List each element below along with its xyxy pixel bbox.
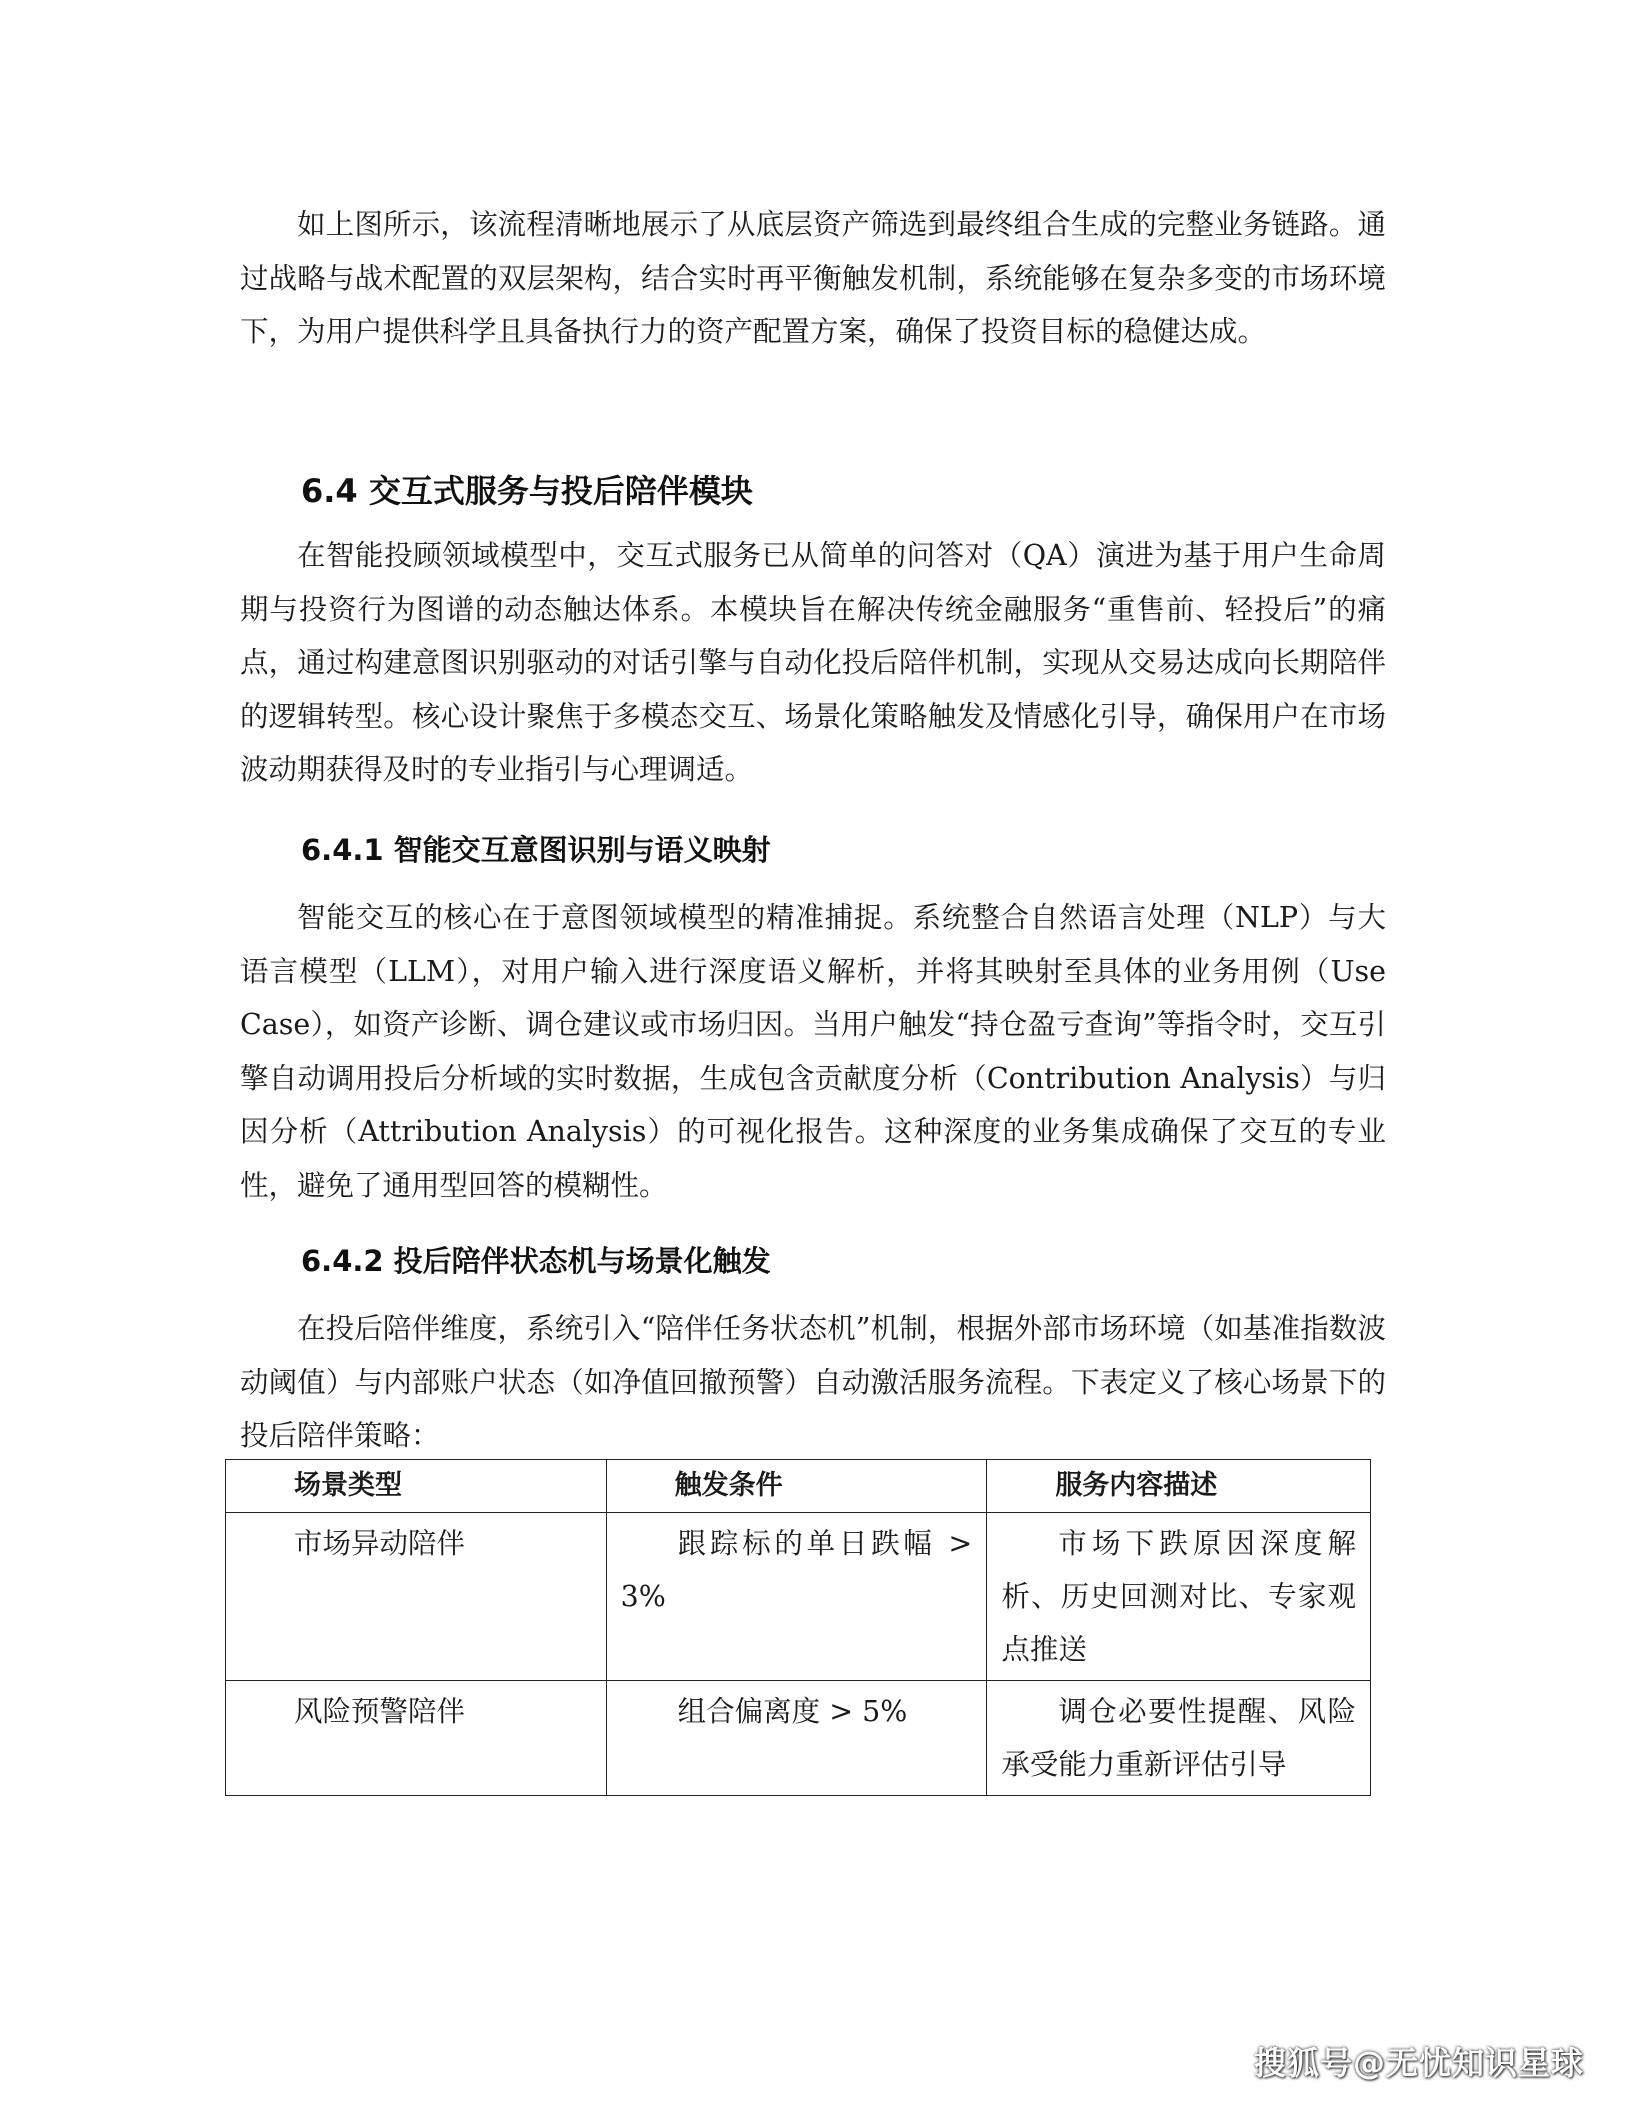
- section-heading-6-4: 6.4 交互式服务与投后陪伴模块: [301, 472, 753, 510]
- cell-text: 调仓必要性提醒、风险承受能力重新评估引导: [1001, 1695, 1356, 1781]
- table-row: [226, 1513, 1371, 1681]
- watermark: 搜狐号@无忧知识星球: [1253, 2044, 1584, 2082]
- table-header-trigger-condition: 触发条件: [606, 1460, 987, 1513]
- section-heading-6-4-1: 6.4.1 智能交互意图识别与语义映射: [301, 833, 771, 867]
- table-cell-service: [987, 1513, 1371, 1681]
- cell-text: 组合偏离度 > 5%: [677, 1695, 908, 1728]
- table-cell-scene: [226, 1513, 607, 1681]
- table-header-service-description: 服务内容描述: [987, 1460, 1371, 1513]
- cell-text: 市场异动陪伴: [294, 1527, 466, 1560]
- table-cell-scene: [226, 1681, 607, 1796]
- intro-paragraph: 如上图所示，该流程清晰地展示了从底层资产筛选到最终组合生成的完整业务链路。通过战略与战术配置的双层架构，结合实时再平衡触发机制，系统能够在复杂多变的市场环境下，为用户提供科学且具备执行力的资产配置方案，确保了投资目标的稳健达成。: [240, 208, 1386, 348]
- cell-text: 跟踪标的单日跌幅 > 3%: [620, 1527, 973, 1613]
- section-6-4-paragraph: 在智能投顾领域模型中，交互式服务已从简单的问答对（QA）演进为基于用户生命周期与投资行为图谱的动态触达体系。本模块旨在解决传统金融服务“重售前、轻投后”的痛点，通过构建意图识别驱动的对话引擎与自动化投后陪伴机制，实现从交易达成向长期陪伴的逻辑转型。核心设计聚焦于多模态交互、场景化策略触发及情感化引导，确保用户在市场波动期获得及时的专业指引与心理调适。: [240, 539, 1386, 786]
- table-cell-service: [987, 1681, 1371, 1796]
- table-row: [226, 1681, 1371, 1796]
- strategy-table: [225, 1459, 1371, 1796]
- table-cell-trigger: [606, 1681, 987, 1796]
- section-6-4-1-paragraph: 智能交互的核心在于意图领域模型的精准捕捉。系统整合自然语言处理（NLP）与大语言模型（LLM），对用户输入进行深度语义解析，并将其映射至具体的业务用例（Use Case），如资产诊断、调仓建议或市场归因。当用户触发“持仓盈亏查询”等指令时，交互引擎自动调用投后分析域的实时数据，生成包含贡献度分析（Contribution Analysis）与归因分析（Attribution Analysis）的可视化报告。这种深度的业务集成确保了交互的专业性，避免了通用型回答的模糊性。: [240, 901, 1386, 1202]
- table-header-scene-type: 场景类型: [226, 1460, 607, 1513]
- cell-text: 市场下跌原因深度解析、历史回测对比、专家观点推送: [1001, 1527, 1356, 1666]
- cell-text: 风险预警陪伴: [294, 1695, 466, 1728]
- section-heading-6-4-2: 6.4.2 投后陪伴状态机与场景化触发: [301, 1244, 771, 1278]
- table-cell-trigger: [606, 1513, 987, 1681]
- table-header-row: [226, 1460, 1371, 1513]
- section-6-4-2-paragraph: 在投后陪伴维度，系统引入“陪伴任务状态机”机制，根据外部市场环境（如基准指数波动阈值）与内部账户状态（如净值回撤预警）自动激活服务流程。下表定义了核心场景下的投后陪伴策略：: [240, 1312, 1386, 1452]
